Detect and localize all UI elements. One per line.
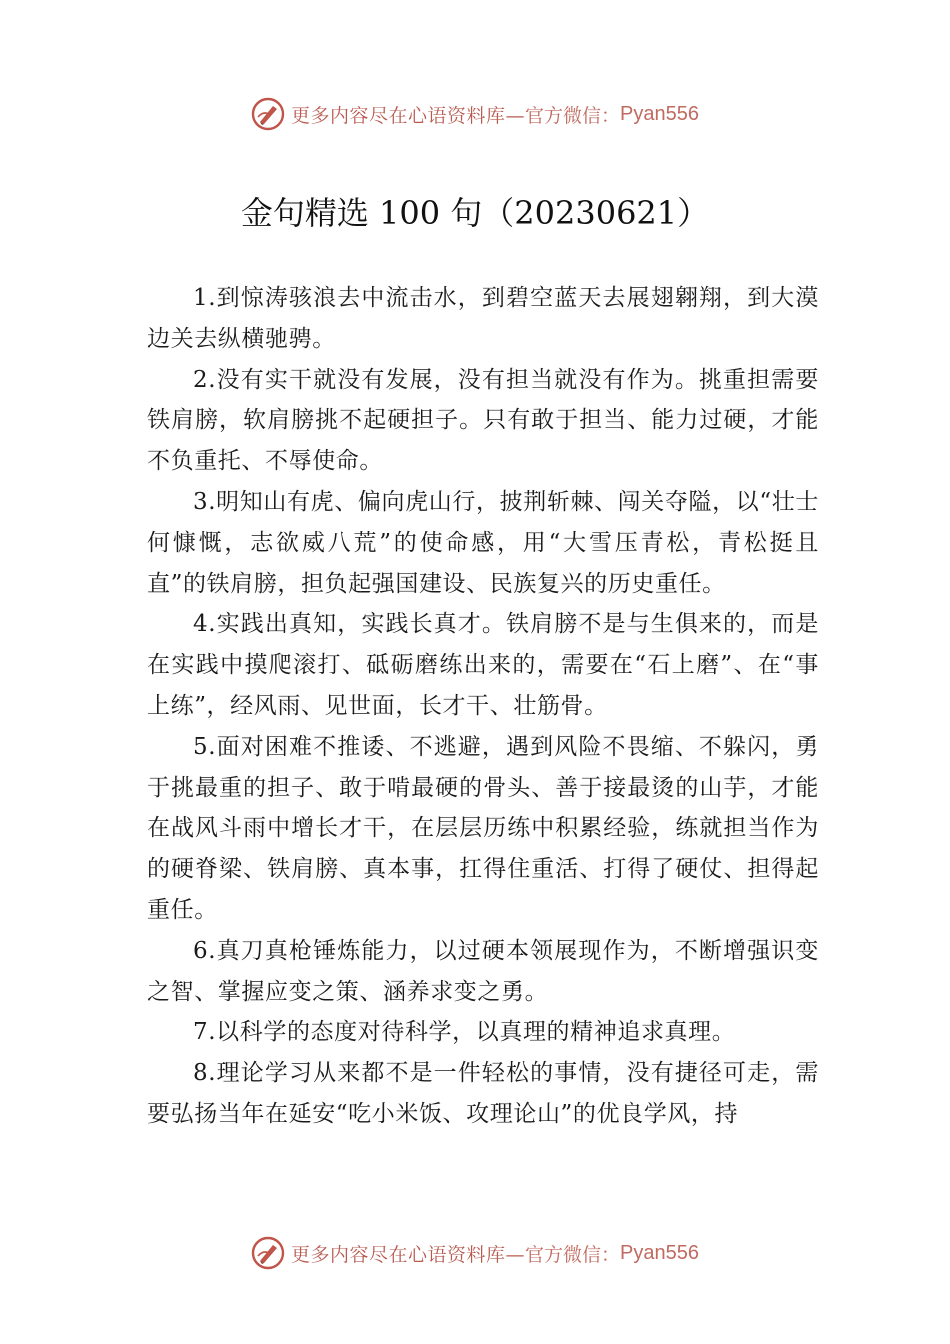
header-banner bbox=[0, 92, 950, 136]
quote-paragraph: 5.面对困难不推诿、不逃避，遇到风险不畏缩、不躲闪，勇于挑最重的担子、敢于啃最硬的骨头、善于接最烫的山芋，才能在战风斗雨中增长才干，在层层历练中积累经验，练就担当作为的硬脊梁、铁肩膀、真本事，扛得住重活、打得了硬仗、担得起重任。 bbox=[147, 733, 819, 923]
banner-wechat-label: 官方微信： bbox=[525, 1243, 621, 1266]
document-body bbox=[147, 278, 819, 1135]
quote-paragraph: 7.以科学的态度对待科学，以真理的精神追求真理。 bbox=[193, 1019, 736, 1046]
banner-text: 更多内容尽在心语资料库— bbox=[291, 104, 526, 127]
banner-wechat-id: Pyan556 bbox=[620, 102, 699, 125]
banner-text: 更多内容尽在心语资料库— bbox=[291, 1243, 526, 1266]
footer-banner bbox=[0, 1231, 950, 1275]
quote-paragraph: 4.实践出真知，实践长真才。铁肩膀不是与生俱来的，而是在实践中摸爬滚打、砥砺磨练出来的，需要在“石上磨”、在“事上练”，经风雨、见世面，长才干、壮筋骨。 bbox=[147, 611, 819, 719]
quote-paragraph: 1.到惊涛骇浪去中流击水，到碧空蓝天去展翅翱翔，到大漠边关去纵横驰骋。 bbox=[147, 285, 819, 352]
pen-logo-icon bbox=[251, 1236, 285, 1270]
document-title: 金句精选 100 句（20230621） bbox=[240, 194, 710, 232]
quote-paragraph: 2.没有实干就没有发展，没有担当就没有作为。挑重担需要铁肩膀，软肩膀挑不起硬担子。只有敢于担当、能力过硬，才能不负重托、不辱使命。 bbox=[147, 366, 819, 475]
pen-logo-icon bbox=[251, 97, 285, 131]
quote-paragraph: 6.真刀真枪锤炼能力，以过硬本领展现作为，不断增强识变之智、掌握应变之策、涵养求变之勇。 bbox=[147, 937, 819, 1005]
banner-wechat-id: Pyan556 bbox=[620, 1241, 699, 1264]
quote-paragraph: 3.明知山有虎、偏向虎山行，披荆斩棘、闯关夺隘，以“壮士何慷慨，志欲威八荒”的使命感，用“大雪压青松，青松挺且直”的铁肩膀，担负起强国建设、民族复兴的历史重任。 bbox=[147, 488, 819, 597]
quote-paragraph: 8.理论学习从来都不是一件轻松的事情，没有捷径可走，需要弘扬当年在延安“吃小米饭、攻理论山”的优良学风，持 bbox=[147, 1060, 819, 1127]
banner-wechat-label: 官方微信： bbox=[525, 104, 621, 127]
